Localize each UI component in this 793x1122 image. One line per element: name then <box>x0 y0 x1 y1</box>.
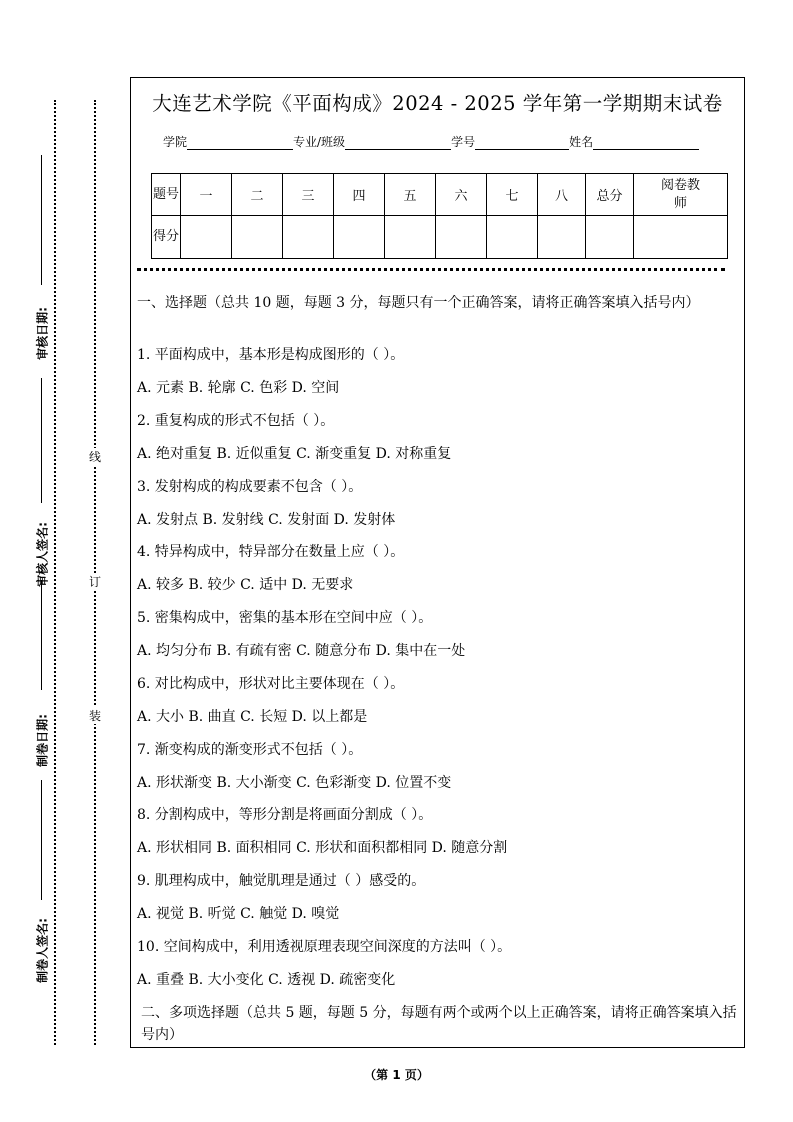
question-3-stem: 3. 发射构成的构成要素不包含（ ）。 <box>137 479 363 495</box>
score-cell[interactable] <box>334 216 385 259</box>
binding-char-ding: 订 <box>88 575 101 589</box>
section2-heading: 二、多项选择题（总共 5 题，每题 5 分，每题有两个或两个以上正确答案，请将正确答案填入括号内） <box>141 1005 737 1043</box>
major-label: 专业/班级 <box>293 135 346 149</box>
binding-char-xian: 线 <box>88 450 101 464</box>
score-cell[interactable] <box>487 216 538 259</box>
left-dotted-border <box>54 100 56 1045</box>
question-4-stem: 4. 特异构成中，特异部分在数量上应（ ）。 <box>137 544 405 560</box>
exam-frame <box>130 77 745 1048</box>
col-6: 六 <box>436 174 487 216</box>
question-4-options: A. 较多 B. 较少 C. 适中 D. 无要求 <box>137 577 354 593</box>
question-1-options: A. 元素 B. 轮廓 C. 色彩 D. 空间 <box>137 380 340 396</box>
question-3-options: A. 发射点 B. 发射线 C. 发射面 D. 发射体 <box>137 512 396 528</box>
binding-char-zhuang: 装 <box>88 709 101 723</box>
question-9-options: A. 视觉 B. 听觉 C. 触觉 D. 嗅觉 <box>137 906 340 922</box>
col-2: 二 <box>232 174 283 216</box>
maker-signature-line <box>41 780 42 900</box>
question-number-label: 题号 <box>152 174 181 216</box>
score-table-header-row <box>152 174 728 216</box>
col-8: 八 <box>538 174 586 216</box>
question-6-options: A. 大小 B. 曲直 C. 长短 D. 以上都是 <box>137 709 368 725</box>
name-field[interactable] <box>593 137 699 150</box>
question-7-options: A. 形状渐变 B. 大小渐变 C. 色彩渐变 D. 位置不变 <box>137 775 452 791</box>
col-grader <box>634 174 728 216</box>
grader-cell[interactable] <box>634 216 728 259</box>
total-score-cell[interactable] <box>586 216 634 259</box>
question-7-stem: 7. 渐变构成的渐变形式不包括（ ）。 <box>137 742 363 758</box>
make-date-line <box>41 580 42 690</box>
col-7: 七 <box>487 174 538 216</box>
name-label: 姓名 <box>569 135 594 149</box>
question-9-stem: 9. 肌理构成中，触觉肌理是通过（ ）感受的。 <box>137 873 426 889</box>
question-5-options: A. 均匀分布 B. 有疏有密 C. 随意分布 D. 集中在一处 <box>137 643 466 659</box>
score-cell[interactable] <box>538 216 586 259</box>
score-cell[interactable] <box>385 216 436 259</box>
score-cell[interactable] <box>232 216 283 259</box>
col-1: 一 <box>181 174 232 216</box>
question-1-stem: 1. 平面构成中，基本形是构成图形的（ ）。 <box>137 347 405 363</box>
review-date-label: 审核日期: <box>35 307 50 360</box>
score-cell[interactable] <box>436 216 487 259</box>
student-id-label: 学号 <box>451 135 476 149</box>
question-10-stem: 10. 空间构成中，利用透视原理表现空间深度的方法叫（ ）。 <box>137 939 512 955</box>
reviewer-signature-line <box>41 378 42 503</box>
make-date-label: 制卷日期: <box>35 714 50 767</box>
question-8-stem: 8. 分割构成中，等形分割是将画面分割成（ ）。 <box>137 807 433 823</box>
student-id-field[interactable] <box>475 137 569 150</box>
question-5-stem: 5. 密集构成中，密集的基本形在空间中应（ ）。 <box>137 610 433 626</box>
major-field[interactable] <box>345 137 451 150</box>
score-table-score-row <box>152 216 728 259</box>
question-6-stem: 6. 对比构成中，形状对比主要体现在（ ）。 <box>137 676 405 692</box>
col-grader-label: 阅卷教师 <box>660 177 700 211</box>
col-3: 三 <box>283 174 334 216</box>
col-total: 总分 <box>586 174 634 216</box>
student-info-row <box>163 133 699 150</box>
question-2-stem: 2. 重复构成的形式不包括（ ）。 <box>137 413 335 429</box>
col-4: 四 <box>334 174 385 216</box>
college-field[interactable] <box>187 137 293 150</box>
section-separator <box>137 268 725 271</box>
score-table <box>151 173 728 259</box>
question-2-options: A. 绝对重复 B. 近似重复 C. 渐变重复 D. 对称重复 <box>137 446 452 462</box>
score-cell[interactable] <box>181 216 232 259</box>
question-8-options: A. 形状相同 B. 面积相同 C. 形状和面积都相同 D. 随意分割 <box>137 840 508 856</box>
col-5: 五 <box>385 174 436 216</box>
review-date-line <box>41 155 42 285</box>
college-label: 学院 <box>163 135 188 149</box>
question-10-options: A. 重叠 B. 大小变化 C. 透视 D. 疏密变化 <box>137 972 396 988</box>
reviewer-signature-label: 审核人签名: <box>35 522 50 587</box>
section1-heading: 一、选择题（总共 10 题，每题 3 分，每题只有一个正确答案，请将正确答案填入括号内） <box>137 295 700 311</box>
score-cell[interactable] <box>283 216 334 259</box>
exam-title: 大连艺术学院《平面构成》2024 - 2025 学年第一学期期末试卷 <box>152 92 723 115</box>
score-label: 得分 <box>152 216 181 259</box>
page-number: （第 1 页） <box>364 1068 429 1082</box>
maker-signature-label: 制卷人签名: <box>35 918 50 983</box>
